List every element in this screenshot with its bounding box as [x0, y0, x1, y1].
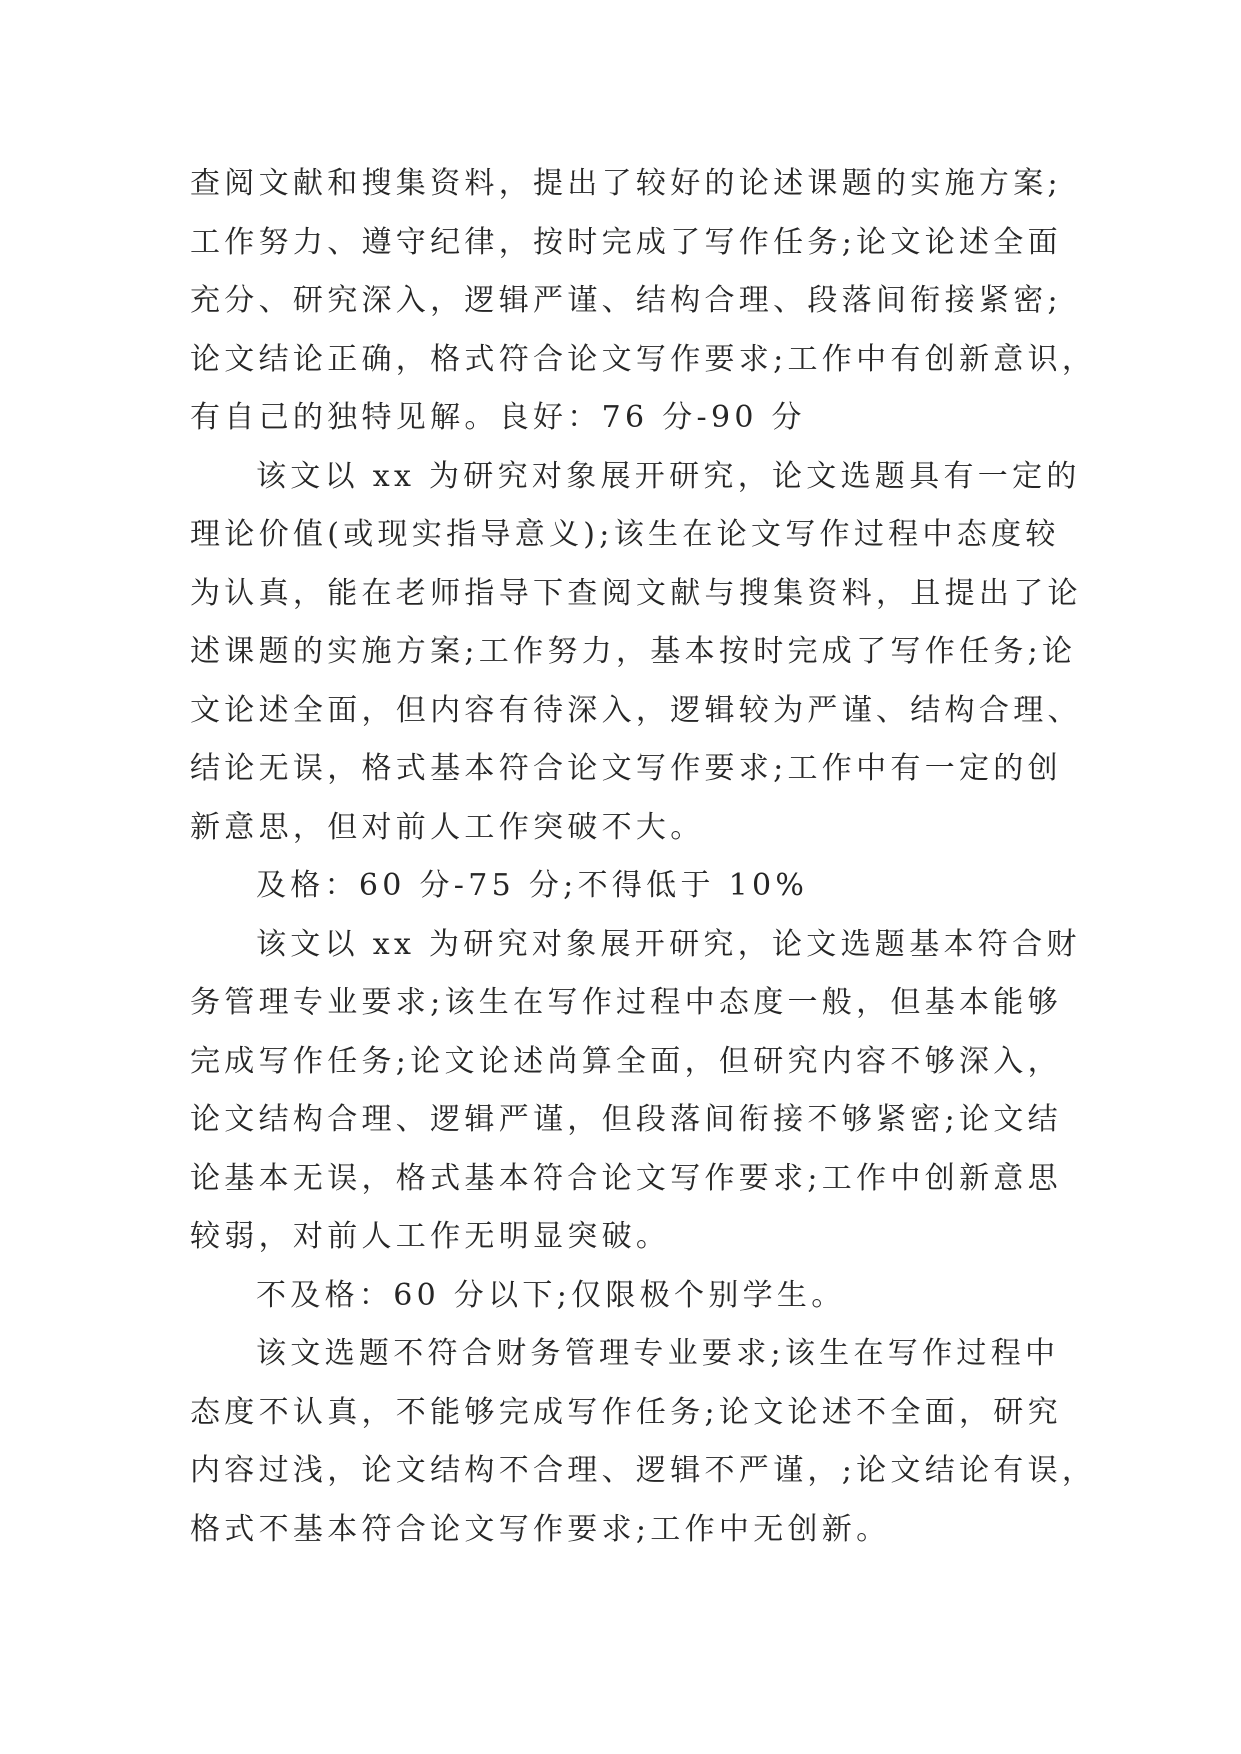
text-line: 态度不认真，不能够完成写作任务;论文论述不全面，研究 [190, 1394, 1062, 1430]
text-line: 较弱，对前人工作无明显突破。 [190, 1219, 671, 1254]
text-line: 有自己的独特见解。良好：76 分-90 分 [190, 400, 806, 435]
text-line: 文论述全面，但内容有待深入，逻辑较为严谨、结构合理、 [190, 692, 1082, 728]
text-line: 论基本无误，格式基本符合论文写作要求;工作中创新意思 [190, 1160, 1062, 1196]
text-line: 述课题的实施方案;工作努力，基本按时完成了写作任务;论 [190, 634, 1077, 669]
text-line: 新意思，但对前人工作突破不大。 [190, 809, 705, 845]
text-line: 内容过浅，论文结构不合理、逻辑不严谨，;论文结论有误， [190, 1453, 1097, 1488]
grade-heading-fail: 不及格：60 分以下;仅限极个别学生。 [256, 1277, 846, 1313]
text-line: 论文结构合理、逻辑严谨，但段落间衔接不够紧密;论文结 [190, 1102, 1062, 1137]
text-line: 论文结论正确，格式符合论文写作要求;工作中有创新意识， [190, 341, 1097, 377]
paragraph-start-line: 该文以 xx 为研究对象展开研究，论文选题具有一定的 [256, 458, 1081, 494]
paragraph-start-line: 该文以 xx 为研究对象展开研究，论文选题基本符合财 [256, 926, 1081, 962]
text-line: 格式不基本符合论文写作要求;工作中无创新。 [190, 1511, 891, 1547]
text-line: 查阅文献和搜集资料，提出了较好的论述课题的实施方案; [190, 166, 1062, 201]
text-line: 为认真，能在老师指导下查阅文献与搜集资料，且提出了论 [190, 575, 1082, 611]
grade-heading-pass: 及格：60 分-75 分;不得低于 10% [256, 868, 809, 903]
document-body [190, 155, 1097, 1559]
text-line: 充分、研究深入，逻辑严谨、结构合理、段落间衔接紧密; [190, 283, 1062, 318]
text-line: 务管理专业要求;该生在写作过程中态度一般，但基本能够 [190, 985, 1062, 1020]
text-line: 结论无误，格式基本符合论文写作要求;工作中有一定的创 [190, 751, 1062, 786]
paragraph-start-line: 该文选题不符合财务管理专业要求;该生在写作过程中 [256, 1336, 1060, 1371]
text-line: 完成写作任务;论文论述尚算全面，但研究内容不够深入， [190, 1043, 1062, 1079]
text-line: 理论价值(或现实指导意义);该生在论文写作过程中态度较 [190, 517, 1060, 552]
text-line: 工作努力、遵守纪律，按时完成了写作任务;论文论述全面 [190, 224, 1062, 260]
